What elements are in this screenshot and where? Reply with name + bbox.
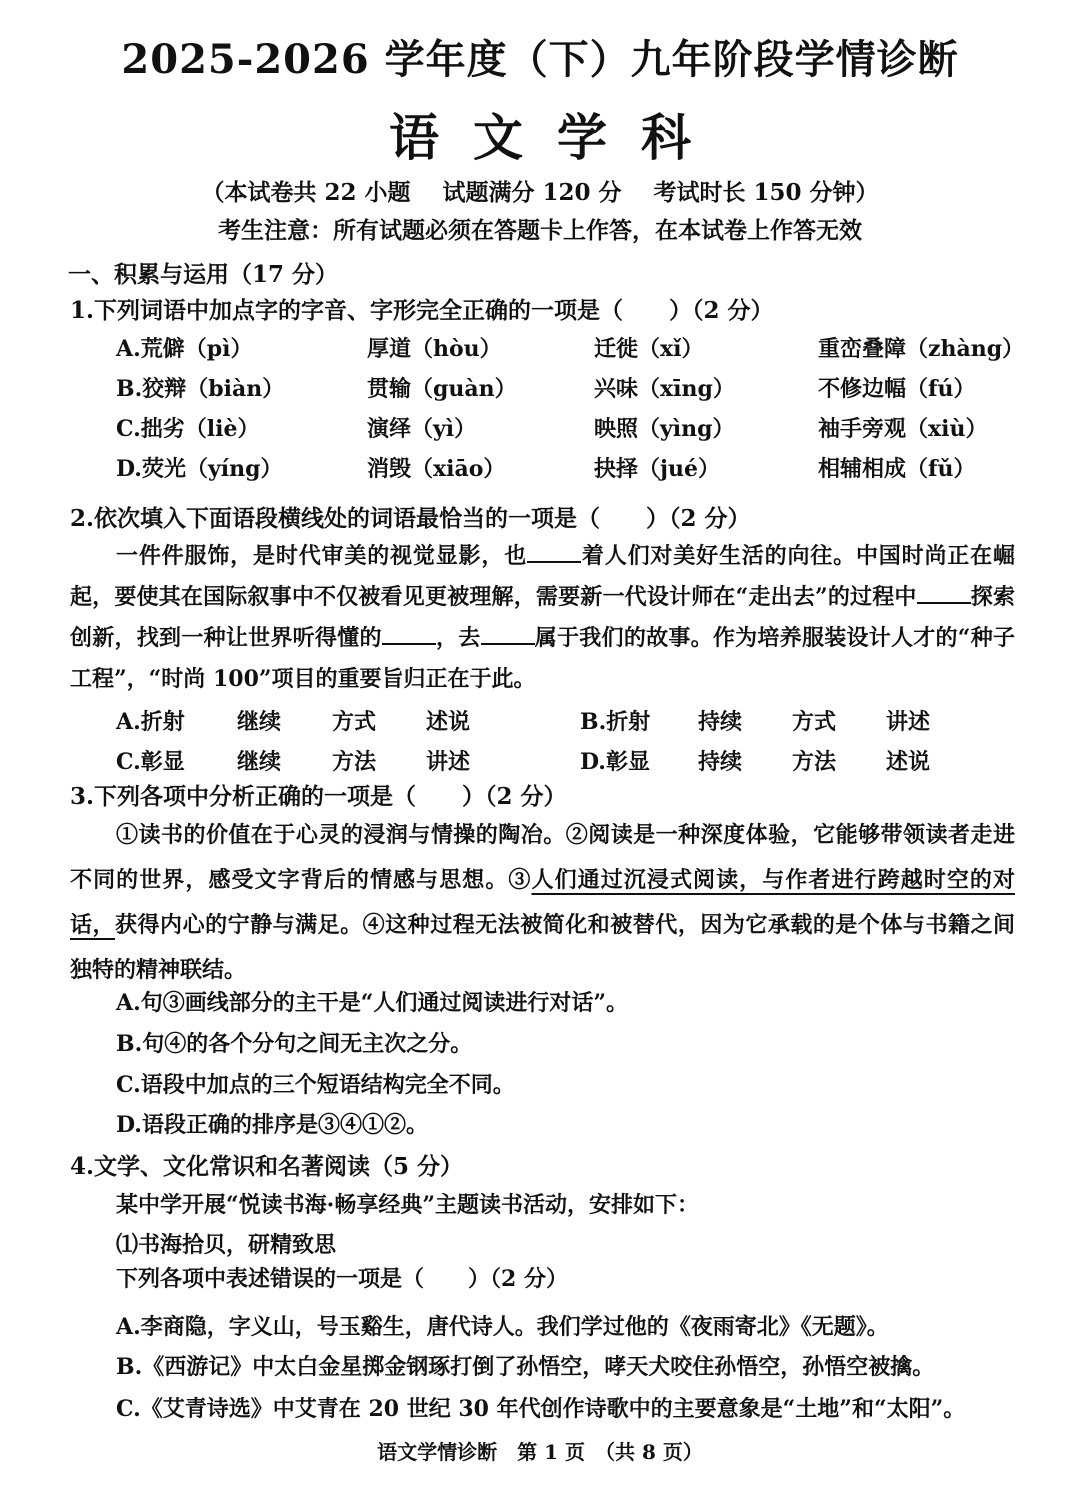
q2-c-1: C.彰显 xyxy=(116,749,185,775)
q3-option-a: A.句③画线部分的主干是“人们通过阅读进行对话”。 xyxy=(116,990,629,1016)
q2-stem: 2.依次填入下面语段横线处的词语最恰当的一项是（ ）（2 分） xyxy=(70,505,751,532)
q2-text-3: 探索创新，找到一种让世界听得懂的 xyxy=(70,584,1015,651)
q1-c-4: 袖手旁观（xiù） xyxy=(818,416,988,442)
q3-stem: 3.下列各项中分析正确的一项是（ ）（2 分） xyxy=(70,783,567,810)
section-title: 一、积累与运用（17 分） xyxy=(68,261,339,288)
q1-b-2: 贯输（guàn） xyxy=(367,376,517,402)
q4-option-c: C.《艾青诗选》中艾青在 20 世纪 30 年代创作诗歌中的主要意象是“土地”和“太阳”。 xyxy=(116,1396,966,1422)
q2-d-1: D.彰显 xyxy=(580,749,650,775)
q1-d-4: 相辅相成（fǔ） xyxy=(818,456,976,482)
q1-b-3: 兴味（xīng） xyxy=(594,376,735,402)
exam-info xyxy=(0,174,1080,207)
q2-c-2: 继续 xyxy=(237,749,282,775)
q1-a-4: 重峦叠障（zhàng） xyxy=(818,336,1025,362)
q2-d-3: 方法 xyxy=(792,749,837,775)
q2-a-3: 方式 xyxy=(332,709,377,735)
exam-title: 2025-2026 学年度（下）九年阶段学情诊断 xyxy=(121,36,959,83)
q2-blank-2 xyxy=(917,582,971,604)
q2-b-3: 方式 xyxy=(792,709,837,735)
q2-a-4: 述说 xyxy=(426,709,471,735)
q1-d-3: 抉择（jué） xyxy=(594,456,720,482)
q1-b-1: B.狡辩（biàn） xyxy=(116,376,285,402)
q3-text-2: 获得内心的宁静与满足。④这种过程无法被简化和被替代，因为它承载的是个体与书籍之间独特的精神联结。 xyxy=(70,912,1015,983)
q3-passage xyxy=(70,813,1015,993)
q2-passage xyxy=(70,536,1015,700)
q1-d-1: D.荧光（yíng） xyxy=(116,456,283,482)
q1-a-2: 厚道（hòu） xyxy=(367,336,502,362)
q1-c-2: 演绎（yì） xyxy=(367,416,477,442)
q4-sub1-stem: 下列各项中表述错误的一项是（ ）（2 分） xyxy=(116,1266,568,1292)
q4-sub1-title: ⑴书海拾贝，研精致思 xyxy=(116,1232,337,1258)
page-footer: 语文学情诊断 第 1 页 （共 8 页） xyxy=(377,1440,703,1464)
q2-b-4: 讲述 xyxy=(886,709,931,735)
info-time: 考试时长 150 分钟） xyxy=(653,179,879,206)
q2-b-2: 持续 xyxy=(698,709,743,735)
q2-c-3: 方法 xyxy=(332,749,377,775)
subject-title: 语文学科 xyxy=(389,108,725,167)
q4-stem: 4.文学、文化常识和名著阅读（5 分） xyxy=(70,1153,464,1180)
q3-underlined-text: 人们通过沉浸式阅读，与作者进行跨越时空的对话， xyxy=(70,867,1015,938)
q3-option-c: C.语段中加点的三个短语结构完全不同。 xyxy=(116,1072,515,1098)
info-questions: （本试卷共 22 小题 xyxy=(201,179,411,206)
q2-c-4: 讲述 xyxy=(426,749,471,775)
q2-d-2: 持续 xyxy=(698,749,743,775)
q3-option-d: D.语段正确的排序是③④①②。 xyxy=(116,1112,428,1138)
q2-text-1: 一件件服饰，是时代审美的视觉显影，也 xyxy=(116,543,528,569)
q2-text-5: 属于我们的故事。作为培养服装设计人才的“种子工程”，“时尚 100”项目的重要旨归正在于此。 xyxy=(70,625,1015,692)
q4-option-b: B.《西游记》中太白金星掷金钢琢打倒了孙悟空，哮天犬咬住孙悟空，孙悟空被擒。 xyxy=(116,1354,935,1380)
q1-c-3: 映照（yìng） xyxy=(594,416,735,442)
q2-text-4: ，去 xyxy=(435,625,481,651)
q4-option-a: A.李商隐，字义山，号玉谿生，唐代诗人。我们学过他的《夜雨寄北》《无题》。 xyxy=(116,1314,889,1340)
q1-b-4: 不修边幅（fú） xyxy=(818,376,976,402)
q3-option-b: B.句④的各个分句之间无主次之分。 xyxy=(116,1031,473,1057)
q2-d-4: 述说 xyxy=(886,749,931,775)
q1-c-1: C.拙劣（liè） xyxy=(116,416,260,442)
q2-blank-1 xyxy=(527,541,581,563)
q1-a-3: 迁徙（xǐ） xyxy=(594,336,704,362)
q1-a-1: A.荒僻（pì） xyxy=(116,336,253,362)
q2-text-2: 着人们对美好生活的向往。中国时尚正在崛起，要使其在国际叙事中不仅被看见更被理解，需要新一代设计师在“走出去”的过程中 xyxy=(70,543,1015,610)
q1-d-2: 消毁（xiāo） xyxy=(367,456,506,482)
q3-text-1: ①读书的价值在于心灵的浸润与情操的陶冶。②阅读是一种深度体验，它能够带领读者走进不同的世界，感受文字背后的情感与思想。③ xyxy=(70,822,1015,893)
q2-a-1: A.折射 xyxy=(116,709,185,735)
q2-b-1: B.折射 xyxy=(580,709,651,735)
q4-intro: 某中学开展“悦读书海·畅享经典”主题读书活动，安排如下： xyxy=(116,1192,699,1218)
info-score: 试题满分 120 分 xyxy=(442,179,622,206)
q2-a-2: 继续 xyxy=(237,709,282,735)
q1-stem: 1.下列词语中加点字的字音、字形完全正确的一项是（ ）（2 分） xyxy=(70,297,774,324)
q2-blank-4 xyxy=(481,623,535,645)
q2-blank-3 xyxy=(382,623,436,645)
exam-notice: 考生注意：所有试题必须在答题卡上作答，在本试卷上作答无效 xyxy=(218,217,862,244)
